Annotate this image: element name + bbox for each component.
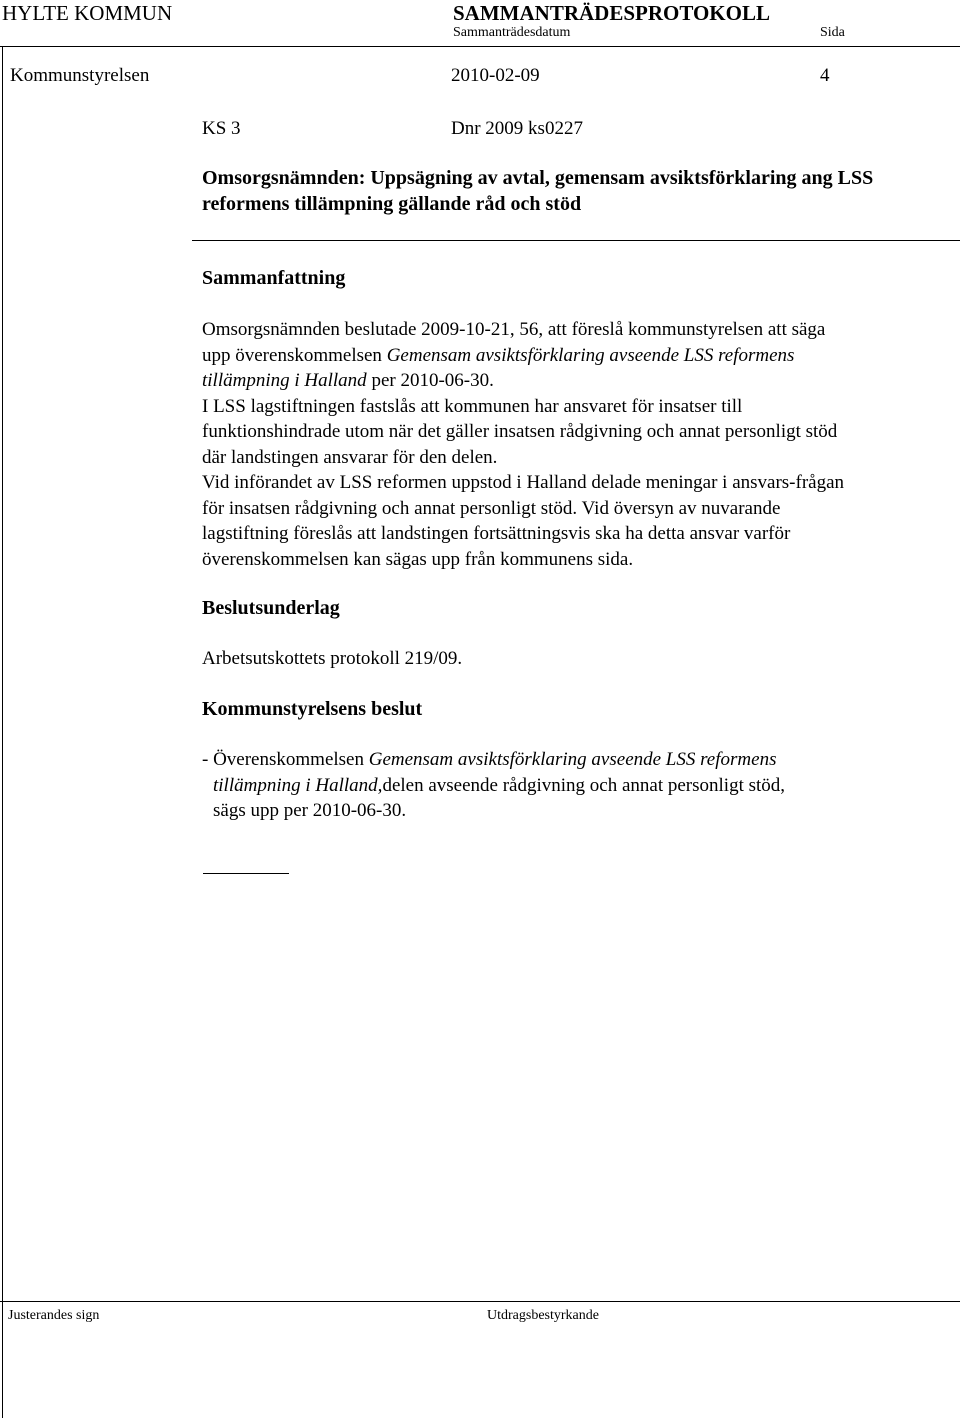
text-line: Omsorgsnämnden beslutade 2009-10-21, 56, att föreslå kommunstyrelsen att säga [202,319,826,340]
committee-name: Kommunstyrelsen [10,65,150,86]
text-line: sägs upp per 2010-06-30. [213,800,407,821]
diary-number: Dnr 2009 ks0227 [451,118,583,139]
item-title [202,165,873,217]
text-line [202,747,785,773]
justification-sign-label: Justerandes sign [8,1308,100,1323]
text-line: funktionshindrade utom när det gäller insatsen rådgivning och annat personligt stöd [202,421,838,442]
text-run: upp överenskommelsen [202,344,387,366]
meeting-date: 2010-02-09 [451,65,540,86]
section-rule [192,240,960,241]
document-type: SAMMANTRÄDESPROTOKOLL [453,1,770,25]
page-number: 4 [820,65,830,86]
summary-text [202,317,844,572]
text-line: för insatsen rådgivning och annat personligt stöd. Vid översyn av nuvarande [202,497,781,519]
item-title-line: reformens tillämpning gällande råd och stöd [202,193,582,215]
closing-rule [203,873,289,874]
footer-rule [0,1301,960,1302]
header-top-rule [0,46,960,47]
item-reference: KS 3 [202,118,241,139]
item-title-line: Omsorgsnämnden: Uppsägning av avtal, gemensam avsiktsförklaring ang LSS [202,167,874,189]
basis-text: Arbetsutskottets protokoll 219/09. [202,648,463,669]
extract-certification-label: Utdragsbestyrkande [487,1308,599,1323]
text-line [202,773,785,799]
text-line: där landstingen ansvarar för den delen. [202,446,498,468]
text-line [202,368,844,394]
decision-heading: Kommunstyrelsens beslut [202,698,423,720]
page-label: Sida [820,25,845,40]
agreement-name-cont: tillämpning i Halland [202,370,367,391]
agreement-name: Gemensam avsiktsförklaring avseende LSS reformens [368,749,777,770]
text-line: överenskommelsen kan sägas upp från kommunens sida. [202,548,634,570]
municipality-name: HYLTE KOMMUN [2,1,173,25]
text-line: lagstiftning föreslås att landstingen fortsättningsvis ska ha detta ansvar varför [202,523,791,544]
text-line: Vid införandet av LSS reformen uppstod i Halland delade meningar i ansvars-frågan [202,472,845,493]
date-label: Sammanträdesdatum [453,25,571,40]
agreement-name: Gemensam avsiktsförklaring avseende LSS reformens [386,344,795,366]
text-run: per 2010-06-30. [366,370,494,391]
decision-text [202,747,785,824]
left-margin-rule [2,46,3,1418]
agreement-name-cont: tillämpning i Halland, [213,774,383,796]
text-run: delen avseende rådgivning och annat personligt stöd, [382,774,786,796]
basis-heading: Beslutsunderlag [202,597,340,619]
text-line: I LSS lagstiftningen fastslås att kommunen har ansvaret för insatser till [202,395,743,417]
text-run: - Överenskommelsen [202,749,369,770]
text-line [202,343,844,369]
section-tick [2,218,3,240]
summary-heading: Sammanfattning [202,267,346,289]
